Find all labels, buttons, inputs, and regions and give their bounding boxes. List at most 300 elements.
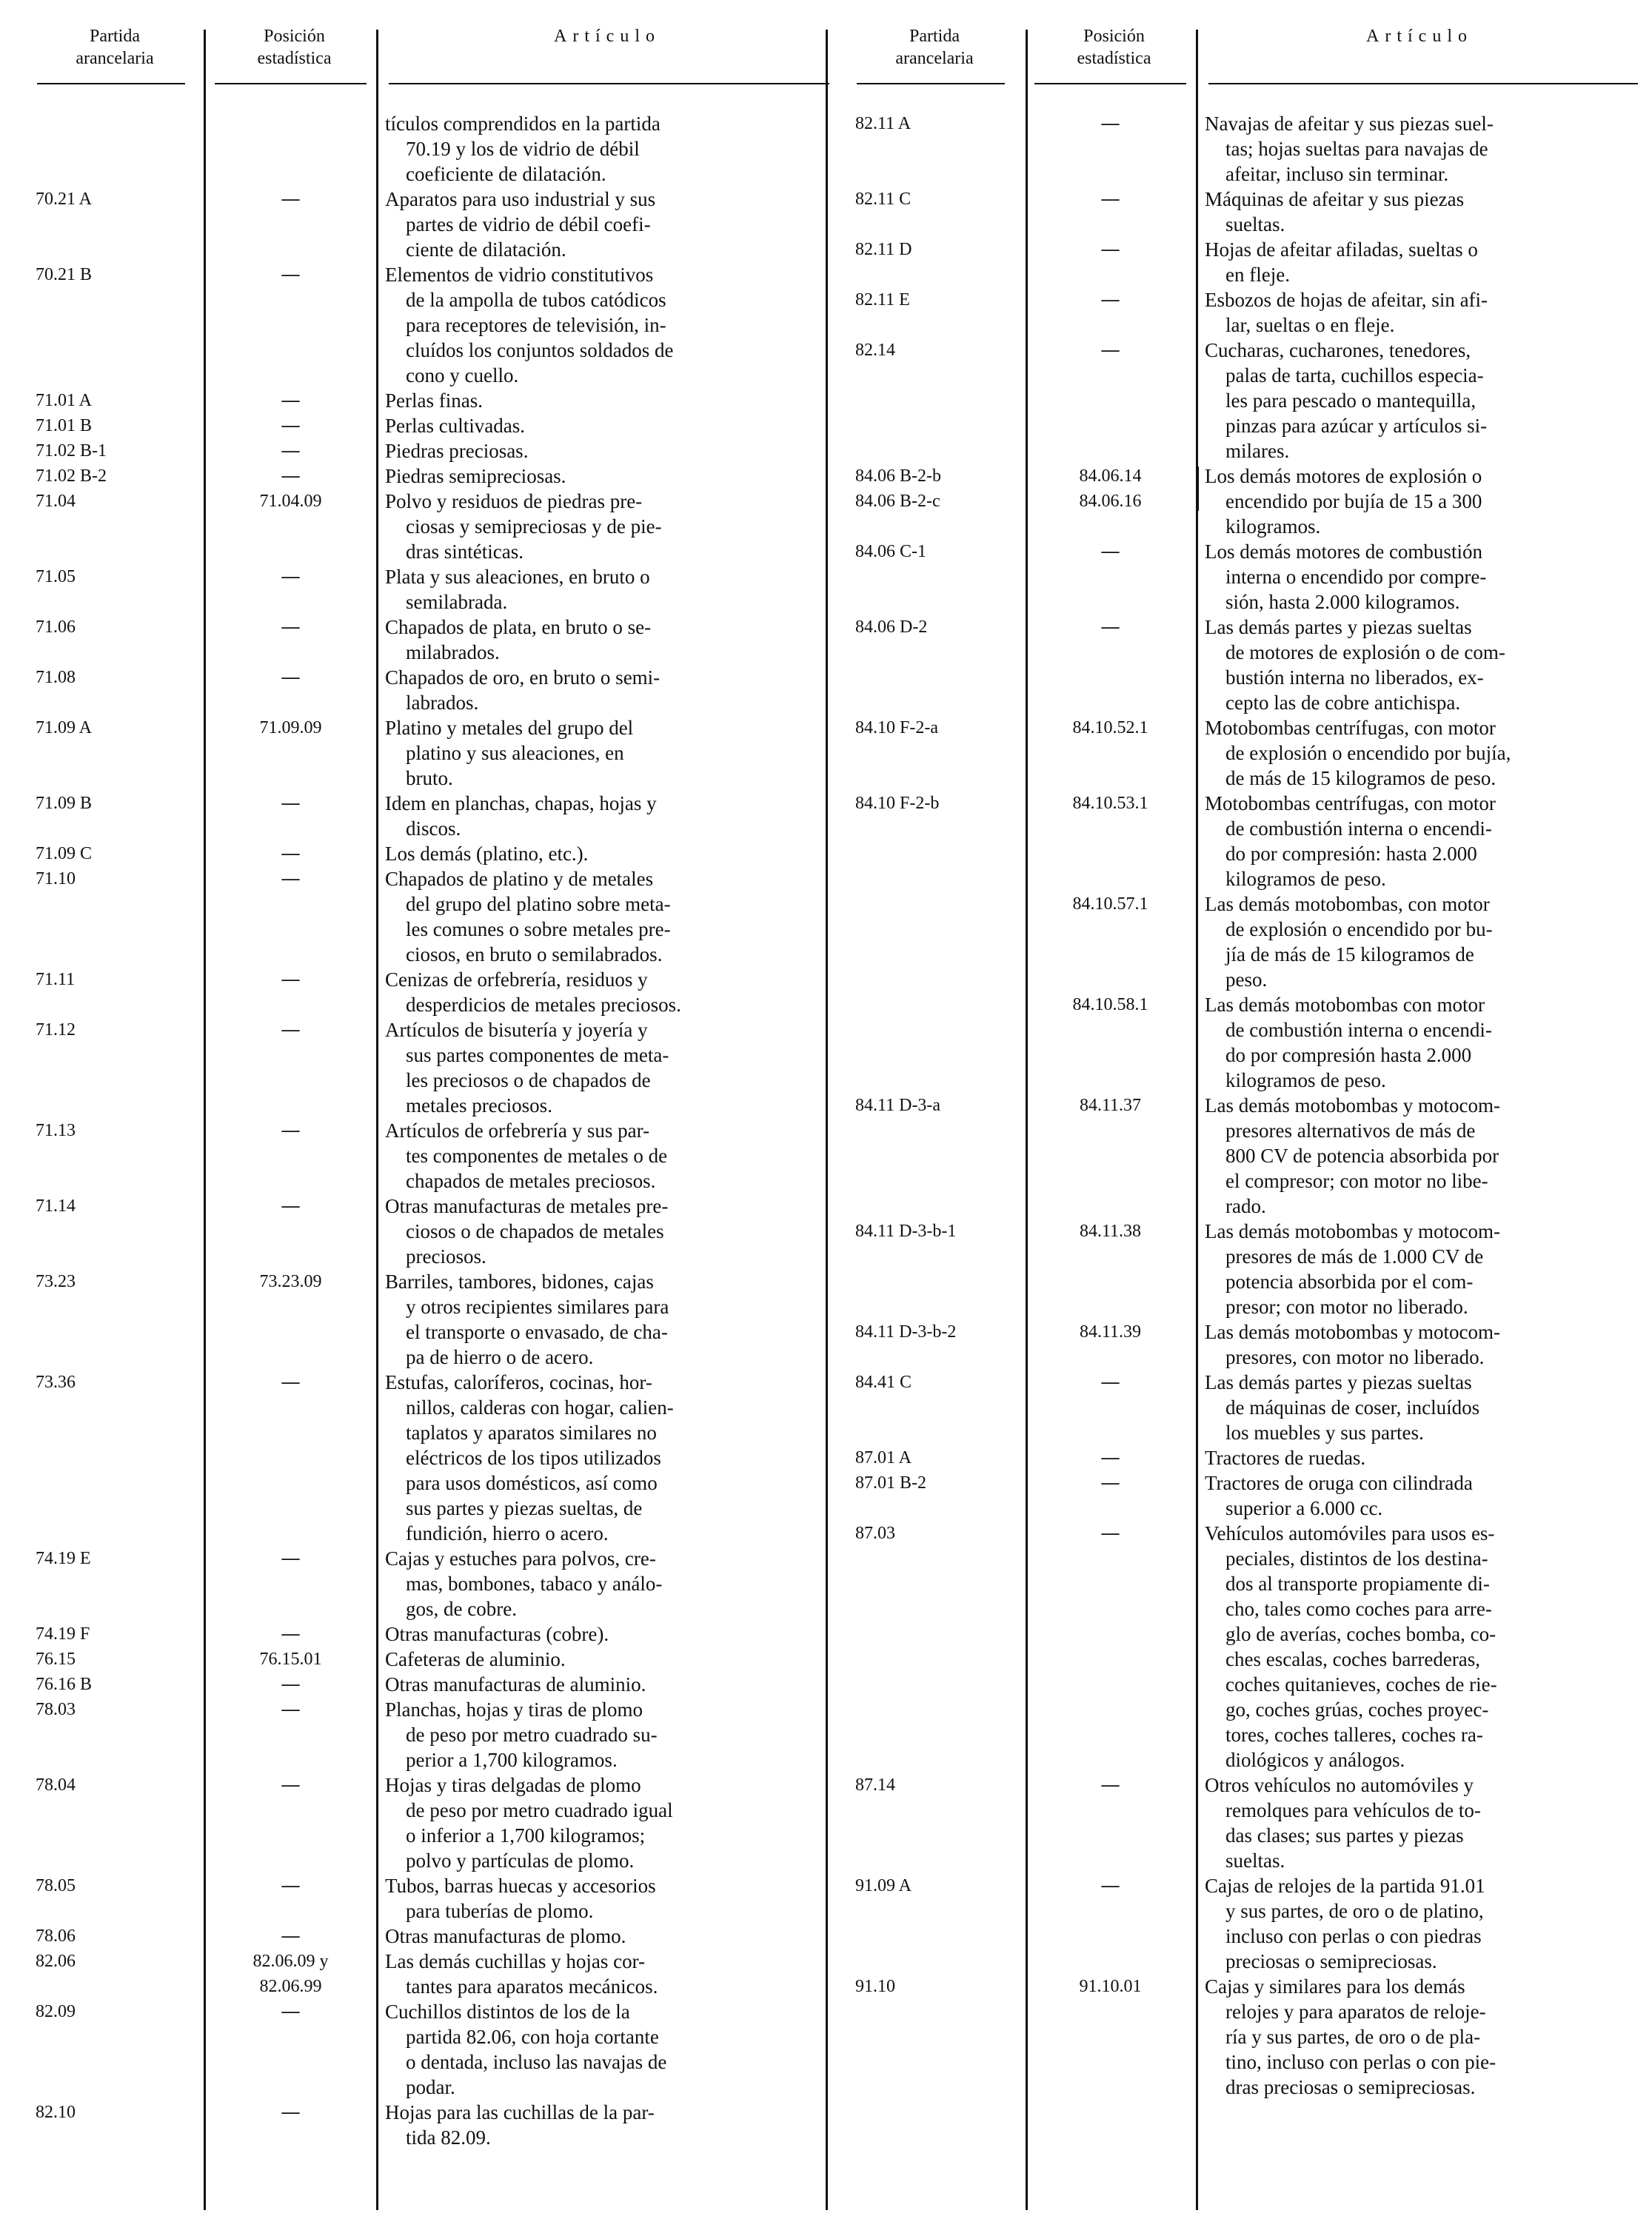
articulo-line: Cucharas, cucharones, tenedores, [1205, 339, 1471, 361]
articulo-line: Planchas, hojas y tiras de plomo [385, 1698, 643, 1721]
articulo-line: el compresor; con motor no libe- [1225, 1170, 1488, 1192]
articulo-cell [1205, 1470, 1634, 1521]
articulo-cell [1205, 187, 1634, 237]
articulo-line: Estufas, caloríferos, cocinas, hor- [385, 1371, 652, 1393]
articulo-line: de máquinas de coser, incluídos [1225, 1396, 1480, 1419]
dash-mark: — [1101, 1524, 1120, 1543]
partida-cell [36, 967, 202, 992]
partida-cell [36, 791, 202, 816]
dash-mark: — [281, 1700, 300, 1719]
posicion-cell [207, 1873, 374, 1898]
articulo-line: los muebles y sus partes. [1225, 1422, 1424, 1444]
partida-text: 71.11 [36, 970, 76, 989]
partida-text: 71.06 [36, 617, 76, 637]
posicion-cell [207, 1924, 374, 1949]
articulo-line: Perlas cultivadas. [385, 415, 525, 437]
dash-mark: — [1101, 190, 1120, 209]
articulo-line: dos al transporte propiamente di- [1225, 1573, 1490, 1595]
articulo-line: tes componentes de metales o de [406, 1145, 668, 1167]
posicion-cell [207, 715, 374, 740]
articulo-line: Cafeteras de aluminio. [385, 1648, 566, 1670]
partida-cell [36, 463, 202, 489]
partida-cell [855, 1219, 1022, 1244]
partida-text: 87.03 [855, 1524, 895, 1543]
partida-cell [855, 1521, 1022, 1546]
posicion-cell [1027, 1370, 1194, 1395]
articulo-line: coeficiente de dilatación. [406, 163, 606, 185]
articulo-line: pinzas para azúcar y artículos si- [1225, 415, 1488, 437]
posicion-cell [207, 665, 374, 690]
articulo-line: cono y cuello. [406, 364, 519, 386]
articulo-line: Las demás motobombas y motocom- [1205, 1094, 1500, 1117]
articulo-line: Las demás motobombas y motocom- [1205, 1321, 1500, 1343]
articulo-cell [385, 1017, 822, 1118]
articulo-line: bustión interna no liberados, ex- [1225, 666, 1484, 689]
articulo-line: glo de averías, coches bomba, co- [1225, 1623, 1497, 1645]
dash-mark: — [1101, 1373, 1120, 1392]
articulo-line: metales preciosos. [406, 1094, 552, 1117]
posicion-text: 76.15.01 [259, 1650, 322, 1669]
articulo-line: cepto las de cobre antichispa. [1225, 692, 1461, 714]
articulo-line: Cajas y estuches para polvos, cre- [385, 1547, 656, 1570]
partida-text: 73.36 [36, 1373, 76, 1392]
articulo-cell [1205, 791, 1634, 891]
dash-mark: — [281, 844, 300, 863]
articulo-cell [385, 463, 822, 489]
articulo-line: ría y sus partes, de oro o de pla- [1225, 2026, 1481, 2048]
partida-text: 82.11 C [855, 190, 912, 209]
header-partida-line1: Partida [909, 27, 960, 46]
articulo-line: Hojas de afeitar afiladas, sueltas o [1205, 238, 1478, 261]
dash-mark: — [281, 466, 300, 486]
dash-mark: — [281, 190, 300, 209]
dash-mark: — [281, 1927, 300, 1946]
dash-mark: — [1101, 617, 1120, 637]
posicion-cell [207, 489, 374, 514]
partida-text: 78.04 [36, 1775, 76, 1795]
articulo-line: Las demás motobombas y motocom- [1205, 1220, 1500, 1242]
column-divider [826, 30, 828, 2210]
partida-cell [36, 438, 202, 463]
partida-text: 74.19 E [36, 1549, 91, 1568]
partida-text: 84.11 D-3-b-2 [855, 1322, 957, 1342]
partida-cell [855, 111, 1022, 136]
articulo-cell [385, 715, 822, 791]
articulo-line: coches quitanieves, coches de rie- [1225, 1673, 1497, 1696]
partida-text: 76.16 B [36, 1675, 93, 1694]
articulo-line: do por compresión: hasta 2.000 [1225, 843, 1477, 865]
partida-text: 84.10 F-2-b [855, 794, 940, 813]
dash-mark: — [281, 416, 300, 435]
articulo-line: de más de 15 kilogramos de peso. [1225, 767, 1497, 789]
articulo-line: Las demás cuchillas y hojas cor- [385, 1950, 646, 1972]
header-partida-line2: arancelaria [895, 49, 974, 68]
partida-cell [855, 539, 1022, 564]
articulo-line: jía de más de 15 kilogramos de [1225, 943, 1474, 965]
articulo-line: Elementos de vidrio constitutivos [385, 264, 654, 286]
partida-text: 71.09 A [36, 718, 93, 737]
left-table [22, 0, 837, 2216]
articulo-cell [1205, 539, 1634, 615]
articulo-cell [385, 438, 822, 463]
posicion-cell [1027, 237, 1194, 262]
partida-text: 74.19 F [36, 1624, 90, 1644]
articulo-line: fundición, hierro o acero. [406, 1522, 609, 1544]
articulo-cell [1205, 1319, 1634, 1370]
articulo-cell [385, 413, 822, 438]
articulo-line: Cuchillos distintos de los de la [385, 2001, 630, 2023]
articulo-line: Otras manufacturas de plomo. [385, 1925, 626, 1947]
articulo-line: Motobombas centrífugas, con motor [1205, 792, 1496, 814]
articulo-line: incluso con perlas o con piedras [1225, 1925, 1482, 1947]
partida-text: 87.01 A [855, 1448, 912, 1467]
articulo-line: preciosas o semipreciosas. [1225, 1950, 1437, 1972]
articulo-cell [385, 564, 822, 615]
articulo-line: encendido por bujía de 15 a 300 [1225, 490, 1482, 512]
articulo-line: de la ampolla de tubos catódicos [406, 289, 666, 311]
articulo-line: pa de hierro o de acero. [406, 1346, 594, 1368]
articulo-line: afeitar, incluso sin terminar. [1225, 163, 1449, 185]
partida-cell [36, 841, 202, 866]
articulo-line: Piedras semipreciosas. [385, 465, 566, 487]
articulo-line: sueltas. [1225, 1850, 1285, 1872]
posicion-cell [1027, 187, 1194, 212]
articulo-line: desperdicios de metales preciosos. [406, 994, 681, 1016]
header-articulo: Artículo [1366, 27, 1473, 46]
posicion-cell [1027, 992, 1194, 1017]
posicion-cell [207, 438, 374, 463]
dash-mark: — [281, 869, 300, 888]
partida-text: 84.06 C-1 [855, 542, 926, 561]
articulo-line: relojes y para aparatos de reloje- [1225, 2001, 1486, 2023]
right-table [842, 0, 1642, 2216]
articulo-line: Esbozos de hojas de afeitar, sin afi- [1205, 289, 1488, 311]
dash-mark: — [1101, 1876, 1120, 1895]
posicion-cell [207, 262, 374, 287]
partida-cell [36, 615, 202, 640]
grouping-brace [1197, 466, 1199, 511]
articulo-line: tantes para aparatos mecánicos. [406, 1975, 658, 1998]
articulo-cell [1205, 1773, 1634, 1873]
articulo-line: rado. [1225, 1195, 1266, 1217]
articulo-line: Motobombas centrífugas, con motor [1205, 717, 1496, 739]
partida-text: 82.11 E [855, 290, 910, 309]
articulo-line: Barriles, tambores, bidones, cajas [385, 1271, 654, 1293]
posicion-cell [207, 791, 374, 816]
partida-text: 71.08 [36, 668, 76, 687]
partida-cell [855, 615, 1022, 640]
articulo-line: Chapados de oro, en bruto o semi- [385, 666, 661, 689]
posicion-cell [207, 388, 374, 413]
articulo-line: tas; hojas sueltas para navajas de [1225, 138, 1488, 160]
header-posicion-line1: Posición [264, 27, 325, 46]
articulo-line: Los demás motores de explosión o [1205, 465, 1482, 487]
articulo-line: de combustión interna o encendi- [1225, 817, 1492, 840]
articulo-line: remolques para vehículos de to- [1225, 1799, 1481, 1821]
articulo-line: para receptores de televisión, in- [406, 314, 666, 336]
partida-cell [36, 1773, 202, 1798]
posicion-cell [207, 2100, 374, 2125]
dash-mark: — [1101, 290, 1120, 309]
posicion-cell [207, 1621, 374, 1647]
articulo-line: tores, coches talleres, coches ra- [1225, 1724, 1483, 1746]
column-divider [1196, 30, 1198, 2210]
articulo-line: peciales, distintos de los destina- [1225, 1547, 1488, 1570]
partida-text: 71.09 B [36, 794, 93, 813]
partida-cell [855, 287, 1022, 312]
posicion-cell [1027, 715, 1194, 740]
posicion-text: 84.10.52.1 [1072, 718, 1148, 737]
articulo-line: y sus partes, de oro o de platino, [1225, 1900, 1484, 1922]
articulo-cell [385, 1873, 822, 1924]
articulo-line: sión, hasta 2.000 kilogramos. [1225, 591, 1460, 613]
partida-cell [36, 866, 202, 891]
posicion-text: 91.10.01 [1079, 1977, 1142, 1996]
dash-mark: — [1101, 114, 1120, 133]
dash-mark: — [281, 1020, 300, 1040]
posicion-cell [207, 1269, 374, 1294]
partida-text: 84.10 F-2-a [855, 718, 938, 737]
articulo-cell [385, 1118, 822, 1194]
dash-mark: — [1101, 1775, 1120, 1795]
posicion-text: 71.09.09 [259, 718, 322, 737]
partida-text: 71.13 [36, 1121, 76, 1140]
articulo-cell [385, 1269, 822, 1370]
partida-cell [36, 1621, 202, 1647]
articulo-cell [385, 1697, 822, 1773]
partida-text: 82.06 [36, 1952, 76, 1971]
dash-mark: — [281, 441, 300, 461]
partida-cell [36, 665, 202, 690]
articulo-line: preciosos. [406, 1245, 486, 1268]
articulo-line: tida 82.09. [406, 2126, 491, 2149]
posicion-cell [1027, 891, 1194, 917]
articulo-cell [1205, 1370, 1634, 1445]
articulo-line: perior a 1,700 kilogramos. [406, 1749, 618, 1771]
articulo-line: eléctricos de los tipos utilizados [406, 1447, 661, 1469]
posicion-cell [207, 413, 374, 438]
articulo-line: Las demás motobombas, con motor [1205, 893, 1490, 915]
articulo-cell [1205, 992, 1634, 1093]
dash-mark: — [281, 1876, 300, 1895]
partida-text: 71.01 A [36, 391, 93, 410]
articulo-line: nillos, calderas con hogar, calien- [406, 1396, 674, 1419]
articulo-cell [385, 615, 822, 665]
dash-mark: — [281, 668, 300, 687]
articulo-cell [385, 2100, 822, 2150]
partida-text: 84.11 D-3-a [855, 1096, 941, 1115]
partida-cell [36, 715, 202, 740]
articulo-line: Artículos de orfebrería y sus par- [385, 1119, 650, 1142]
partida-cell [36, 413, 202, 438]
articulo-line: labrados. [406, 692, 479, 714]
posicion-cell [1027, 1521, 1194, 1546]
posicion-cell [207, 1773, 374, 1798]
articulo-line: les comunes o sobre metales pre- [406, 918, 671, 940]
articulo-line: Cenizas de orfebrería, residuos y [385, 968, 648, 991]
partida-text: 71.14 [36, 1196, 76, 1216]
articulo-cell [385, 1999, 822, 2100]
posicion-cell [1027, 539, 1194, 564]
articulo-line: Tractores de ruedas. [1205, 1447, 1366, 1469]
articulo-line: de peso por metro cuadrado su- [406, 1724, 658, 1746]
header-rule [857, 83, 1005, 84]
header-articulo: Artículo [554, 27, 661, 46]
articulo-line: Los demás (platino, etc.). [385, 843, 589, 865]
articulo-line: les preciosos o de chapados de [406, 1069, 651, 1091]
posicion-cell [1027, 615, 1194, 640]
articulo-line: milares. [1225, 440, 1290, 462]
partida-text: 84.41 C [855, 1373, 912, 1392]
articulo-cell [385, 1194, 822, 1269]
articulo-line: para usos domésticos, así como [406, 1472, 658, 1494]
partida-cell [36, 2100, 202, 2125]
partida-cell [36, 1269, 202, 1294]
header-rule [389, 83, 829, 84]
dash-mark: — [281, 970, 300, 989]
articulo-line: ciosos o de chapados de metales [406, 1220, 664, 1242]
articulo-line: del grupo del platino sobre meta- [406, 893, 671, 915]
articulo-line: Otras manufacturas (cobre). [385, 1623, 609, 1645]
posicion-text: 82.06.99 [259, 1977, 322, 1996]
dash-mark: — [281, 1121, 300, 1140]
partida-cell [36, 388, 202, 413]
partida-text: 78.03 [36, 1700, 76, 1719]
column-divider [204, 30, 206, 2210]
partida-text: 71.10 [36, 869, 76, 888]
articulo-cell [385, 791, 822, 841]
articulo-line: potencia absorbida por el com- [1225, 1271, 1474, 1293]
posicion-cell [207, 1949, 374, 1999]
articulo-line: Plata y sus aleaciones, en bruto o [385, 566, 650, 588]
articulo-line: superior a 6.000 cc. [1225, 1497, 1383, 1519]
articulo-line: de combustión interna o encendi- [1225, 1019, 1492, 1041]
partida-cell [855, 1445, 1022, 1470]
articulo-line: el transporte o envasado, de cha- [406, 1321, 668, 1343]
articulo-line: o dentada, incluso las navajas de [406, 2051, 667, 2073]
articulo-line: para tuberías de plomo. [406, 1900, 594, 1922]
dash-mark: — [281, 1373, 300, 1392]
dash-mark: — [281, 391, 300, 410]
posicion-cell [1027, 1470, 1194, 1496]
articulo-line: lar, sueltas o en fleje. [1225, 314, 1395, 336]
articulo-cell [1205, 891, 1634, 992]
articulo-line: partes de vidrio de débil coefi- [406, 213, 651, 235]
articulo-cell [1205, 338, 1634, 463]
partida-cell [855, 715, 1022, 740]
partida-text: 71.01 B [36, 416, 93, 435]
posicion-cell [1027, 791, 1194, 816]
articulo-cell [1205, 1521, 1634, 1773]
articulo-cell [385, 1924, 822, 1949]
dash-mark: — [281, 794, 300, 813]
header-posicion [211, 25, 378, 70]
posicion-cell [207, 1370, 374, 1395]
partida-cell [36, 489, 202, 514]
posicion-cell [1027, 1773, 1194, 1798]
posicion-text: 84.11.37 [1079, 1096, 1142, 1115]
articulo-cell [1205, 1873, 1634, 1974]
posicion-cell [1027, 1093, 1194, 1118]
posicion-text: 71.04.09 [259, 492, 322, 511]
partida-cell [36, 1672, 202, 1697]
articulo-cell [385, 866, 822, 967]
partida-text: 82.09 [36, 2002, 76, 2021]
partida-text: 87.14 [855, 1775, 895, 1795]
posicion-cell [207, 1647, 374, 1672]
partida-cell [855, 791, 1022, 816]
partida-cell [36, 1546, 202, 1571]
articulo-line: Hojas para las cuchillas de la par- [385, 2101, 655, 2123]
posicion-text: 84.06.16 [1079, 492, 1142, 511]
dash-mark: — [281, 2002, 300, 2021]
articulo-line: ches escalas, coches barrederas, [1225, 1648, 1481, 1670]
articulo-line: Otras manufacturas de aluminio. [385, 1673, 646, 1696]
articulo-line: en fleje. [1225, 264, 1290, 286]
articulo-line: presores alternativos de más de [1225, 1119, 1476, 1142]
articulo-line: mas, bombones, tabaco y análo- [406, 1573, 663, 1595]
articulo-cell [1205, 1445, 1634, 1470]
articulo-line: das clases; sus partes y piezas [1225, 1824, 1464, 1847]
articulo-line: 800 CV de potencia absorbida por [1225, 1145, 1499, 1167]
partida-cell [855, 1319, 1022, 1345]
partida-text: 71.05 [36, 567, 76, 586]
posicion-cell [207, 615, 374, 640]
articulo-line: Tractores de oruga con cilindrada [1205, 1472, 1473, 1494]
partida-cell [36, 1873, 202, 1898]
articulo-line: kilogramos. [1225, 515, 1321, 538]
partida-cell [855, 1974, 1022, 1999]
articulo-line: Cajas y similares para los demás [1205, 1975, 1465, 1998]
partida-cell [855, 338, 1022, 363]
articulo-line: o inferior a 1,700 kilogramos; [406, 1824, 646, 1847]
articulo-line: 70.19 y los de vidrio de débil [406, 138, 640, 160]
partida-text: 91.09 A [855, 1876, 912, 1895]
partida-text: 71.04 [36, 492, 76, 511]
header-partida-line2: arancelaria [76, 49, 154, 68]
posicion-cell [207, 187, 374, 212]
articulo-cell [385, 1672, 822, 1697]
articulo-cell [385, 1773, 822, 1873]
articulo-line: do por compresión hasta 2.000 [1225, 1044, 1472, 1066]
articulo-cell [1205, 111, 1634, 187]
articulo-line: ciente de dilatación. [406, 238, 566, 261]
posicion-text: 73.23.09 [259, 1272, 322, 1291]
articulo-line: Las demás motobombas con motor [1205, 994, 1485, 1016]
partida-cell [36, 1118, 202, 1143]
posicion-cell [207, 1017, 374, 1042]
articulo-line: milabrados. [406, 641, 500, 663]
articulo-line: Chapados de platino y de metales [385, 868, 654, 890]
posicion-text: 84.06.14 [1079, 466, 1142, 486]
dash-mark: — [281, 265, 300, 284]
partida-text: 82.11 A [855, 114, 912, 133]
header-rule [1208, 83, 1638, 84]
partida-text: 71.12 [36, 1020, 76, 1040]
posicion-text: 84.10.57.1 [1072, 894, 1148, 914]
partida-text: 70.21 B [36, 265, 93, 284]
header-posicion-line2: estadística [257, 49, 332, 68]
posicion-text: 82.06.09 y [253, 1952, 329, 1971]
articulo-line: ciosas y semipreciosas y de pie- [406, 515, 662, 538]
articulo-cell [385, 187, 822, 262]
dash-mark: — [281, 1196, 300, 1216]
partida-text: 71.02 B-1 [36, 441, 107, 461]
partida-text: 82.10 [36, 2103, 76, 2122]
articulo-line: tino, incluso con perlas o con pie- [1225, 2051, 1497, 2073]
articulo-line: Chapados de plata, en bruto o se- [385, 616, 652, 638]
posicion-text: 84.10.53.1 [1072, 794, 1148, 813]
